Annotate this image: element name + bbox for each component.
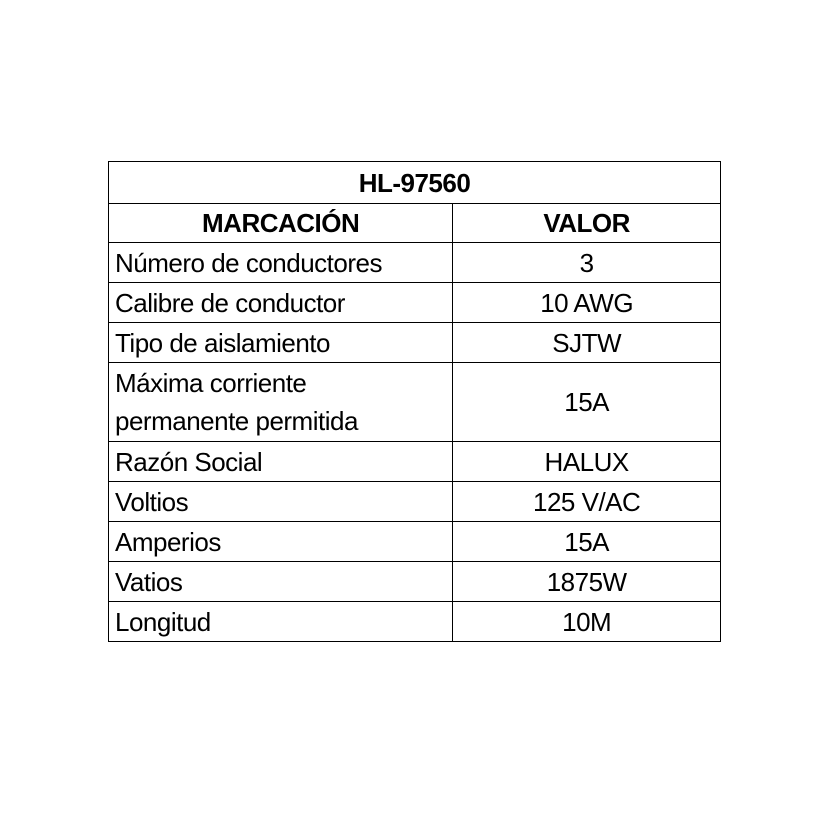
- row-label: [109, 363, 453, 442]
- header-label: [109, 204, 453, 243]
- row-label-text: Vatios: [115, 566, 183, 597]
- table-title-text: HL-97560: [358, 167, 471, 198]
- spec-table: [108, 161, 721, 642]
- row-label: [109, 243, 453, 283]
- row-value: [453, 562, 721, 602]
- row-value-text: 15A: [564, 526, 610, 557]
- row-label: [109, 323, 453, 363]
- row-label-text: Amperios: [115, 526, 221, 557]
- row-label-text: Razón Social: [115, 446, 263, 477]
- table-row: [109, 323, 721, 363]
- row-value: [453, 602, 721, 642]
- row-label-text: Tipo de aislamiento: [115, 327, 330, 358]
- row-value-text: 10M: [562, 606, 612, 637]
- row-label-text: Longitud: [115, 606, 211, 637]
- row-label-text: Número de conductores: [115, 247, 382, 278]
- row-value-text: 3: [579, 247, 594, 278]
- row-label: [109, 283, 453, 323]
- header-value: [453, 204, 721, 243]
- row-label-text: Máxima corriente permanente permitida: [115, 368, 358, 436]
- row-value: [453, 243, 721, 283]
- row-value: [453, 442, 721, 482]
- header-value-text: VALOR: [543, 208, 630, 238]
- row-label-text: Calibre de conductor: [115, 287, 345, 318]
- table-row: [109, 602, 721, 642]
- table-row: [109, 482, 721, 522]
- row-label: [109, 562, 453, 602]
- row-value-text: 10 AWG: [540, 287, 634, 318]
- row-value: [453, 522, 721, 562]
- table-row: [109, 522, 721, 562]
- header-label-text: MARCACIÓN: [202, 208, 360, 238]
- table-row: [109, 442, 721, 482]
- row-label-text: Voltios: [115, 486, 189, 517]
- table-row: [109, 562, 721, 602]
- row-label: [109, 602, 453, 642]
- row-value-text: 125 V/AC: [533, 486, 641, 517]
- header-row: [109, 204, 721, 243]
- title-row: [109, 162, 721, 204]
- row-value-text: 1875W: [546, 566, 627, 597]
- row-value: [453, 323, 721, 363]
- row-value: [453, 363, 721, 442]
- row-value-text: 15A: [564, 387, 610, 417]
- table-row: [109, 243, 721, 283]
- row-label: [109, 522, 453, 562]
- row-value: [453, 482, 721, 522]
- row-value-text: SJTW: [552, 327, 622, 358]
- table-title: [109, 162, 721, 204]
- table-row: [109, 363, 721, 442]
- row-value: [453, 283, 721, 323]
- row-label: [109, 482, 453, 522]
- table-row: [109, 283, 721, 323]
- row-value-text: HALUX: [544, 446, 629, 477]
- row-label: [109, 442, 453, 482]
